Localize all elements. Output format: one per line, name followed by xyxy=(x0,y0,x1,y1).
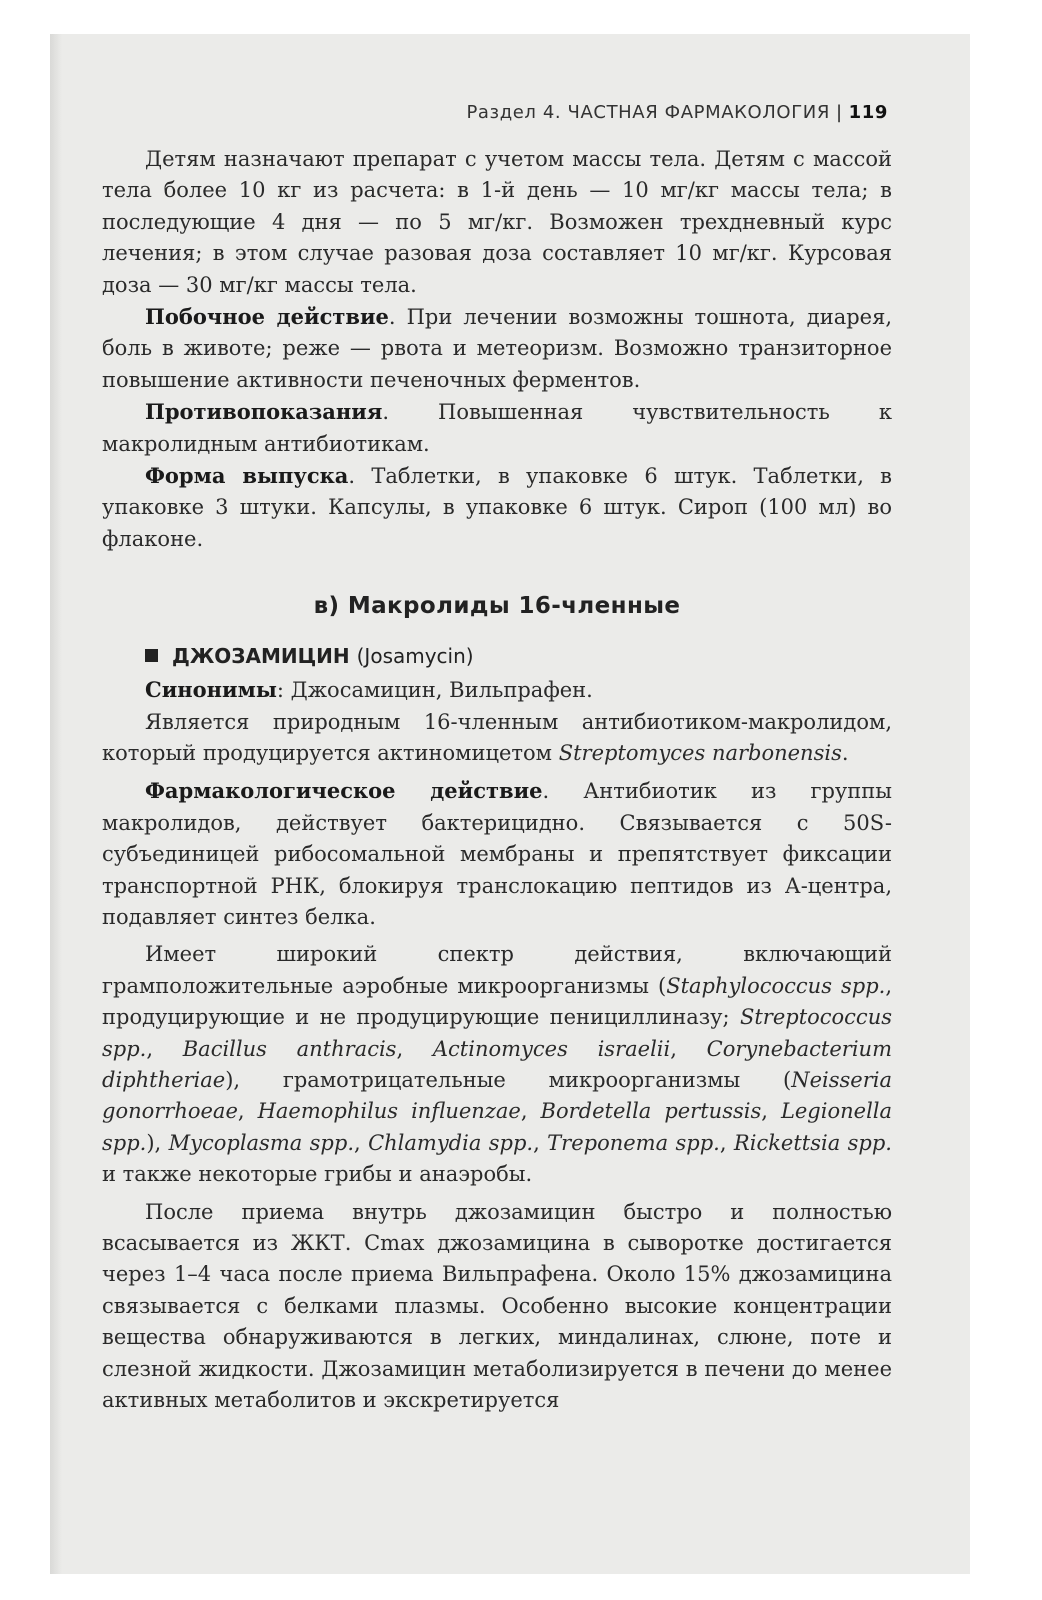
spectrum-text: , xyxy=(237,1099,258,1124)
organism-name: Legionella spp. xyxy=(102,1099,893,1155)
side-effects-label: Побочное действие xyxy=(145,304,389,330)
contraindications-label: Противопоказания xyxy=(145,399,383,425)
spectrum-paragraph xyxy=(102,939,892,1190)
spectrum-text: Имеет широкий спектр действия, включающий грамположительные аэробные микроорганизмы ( xyxy=(102,942,892,998)
drug-latin-name: (Josamycin) xyxy=(356,643,474,668)
spectrum-text: , xyxy=(533,1130,548,1155)
synonyms-label: Синонимы xyxy=(145,677,277,703)
origin-paragraph xyxy=(102,707,892,770)
organism-name: Bordetella pertussis xyxy=(540,1099,762,1124)
organism-name: Treponema spp. xyxy=(547,1130,720,1155)
synonyms-text: : Джосамицин, Вильпрафен. xyxy=(276,678,593,703)
page-number: 119 xyxy=(848,102,888,123)
organism-name: Staphylococcus spp. xyxy=(666,973,886,998)
side-effects-text: . При лечении возможны тошнота, диарея, боль в животе; реже — рвота и метеоризм. Возможно транзиторное повышение активности печеночных ферментов. xyxy=(102,305,893,392)
organism-name: Rickettsia spp. xyxy=(733,1130,892,1155)
contraindications-paragraph xyxy=(102,396,892,460)
spectrum-text: , xyxy=(396,1036,433,1061)
square-bullet-icon xyxy=(145,649,158,662)
organism-name: Haemophilus influenzae xyxy=(257,1099,521,1124)
spectrum-text: , продуцирующие и не продуцирующие пенициллиназу; xyxy=(102,973,892,1030)
drug-name: ДЖОЗАМИЦИН xyxy=(172,643,350,668)
side-effects-paragraph xyxy=(102,301,892,396)
page-edge-shadow xyxy=(50,34,62,1574)
header-separator: | xyxy=(835,102,843,123)
synonyms-paragraph xyxy=(102,674,892,706)
contraindications-text: . Повышенная чувствительность к макролидным антибиотикам. xyxy=(102,400,892,456)
organism-name: Neisseria gonorrhoeae xyxy=(102,1067,892,1124)
spectrum-text: и также некоторые грибы и анаэробы. xyxy=(102,1162,533,1187)
organism-name: Streptococcus spp. xyxy=(102,1005,892,1061)
spectrum-text: ), xyxy=(146,1130,169,1155)
organism-name: Actinomyces israelii xyxy=(432,1036,671,1061)
page-body xyxy=(102,144,892,1416)
organism-name: Corynebacterium diphtheriae xyxy=(102,1036,892,1092)
spectrum-text: , xyxy=(146,1036,183,1061)
spectrum-text: , xyxy=(670,1036,707,1061)
drug-heading xyxy=(102,641,892,672)
header-section: Раздел 4. ЧАСТНАЯ ФАРМАКОЛОГИЯ xyxy=(466,102,830,123)
spectrum-text: , xyxy=(761,1099,781,1124)
spectrum-text: , xyxy=(354,1130,369,1155)
spectrum-text: , xyxy=(719,1130,734,1155)
release-form-text: . Таблетки, в упаковке 6 штук. Таблетки, в упаковке 3 штуки. Капсулы, в упаковке 6 штук. Сироп (100 мл) во флаконе. xyxy=(102,464,892,551)
organism-name: Mycoplasma spp. xyxy=(168,1130,354,1155)
dosage-paragraph: Детям назначают препарат с учетом массы тела. Детям с массой тела более 10 кг из расчета: в 1-й день — 10 мг/кг массы тела; в последующие 4 дня — по 5 мг/кг. Возможен трехдневный курс лечения; в этом случае разовая доза составляет 10 мг/кг. Курсовая доза — 30 мг/кг массы тела. xyxy=(102,147,892,297)
spectrum-text: ), грамотрицательные микроорганизмы ( xyxy=(225,1067,792,1092)
scanned-page xyxy=(50,34,970,1574)
release-form-paragraph xyxy=(102,460,892,555)
spectrum-text: , xyxy=(520,1099,541,1124)
origin-text: Является природным 16-членным антибиотиком-макролидом, который продуцируется актиномицетом xyxy=(102,709,892,765)
section-title: в) Макролиды 16-членные xyxy=(313,593,681,620)
pharm-action-text: . Антибиотик из группы макролидов, действует бактерицидно. Связывается с 50S-субъединицей рибосомальной мембраны и препятствует фиксации транспортной РНК, блокируя транслокацию пептидов из А-центра, подавляет синтез белка. xyxy=(102,779,892,929)
organism-name: Bacillus anthracis xyxy=(182,1036,397,1061)
pharm-action-label: Фармакологическое действие xyxy=(145,778,543,804)
release-form-label: Форма выпуска xyxy=(145,463,349,489)
pharm-action-paragraph xyxy=(102,775,892,933)
organism-name: Chlamydia spp. xyxy=(368,1130,534,1155)
species-name: Streptomyces narbonensis xyxy=(558,740,842,765)
origin-text-end: . xyxy=(841,740,849,765)
running-header xyxy=(50,102,888,123)
pharmacokinetics-paragraph: После приема внутрь джозамицин быстро и полностью всасывается из ЖКТ. Cmax джозамицина в сыворотке достигается через 1–4 часа после приема Вильпрафена. Около 15% джозамицина связывается с белками плазмы. Особенно высокие концентрации вещества обнаруживаются в легких, миндалинах, слюне, поте и слезной жидкости. Джозамицин метаболизируется в печени до менее активных метаболитов и экскретируется xyxy=(102,1199,892,1413)
